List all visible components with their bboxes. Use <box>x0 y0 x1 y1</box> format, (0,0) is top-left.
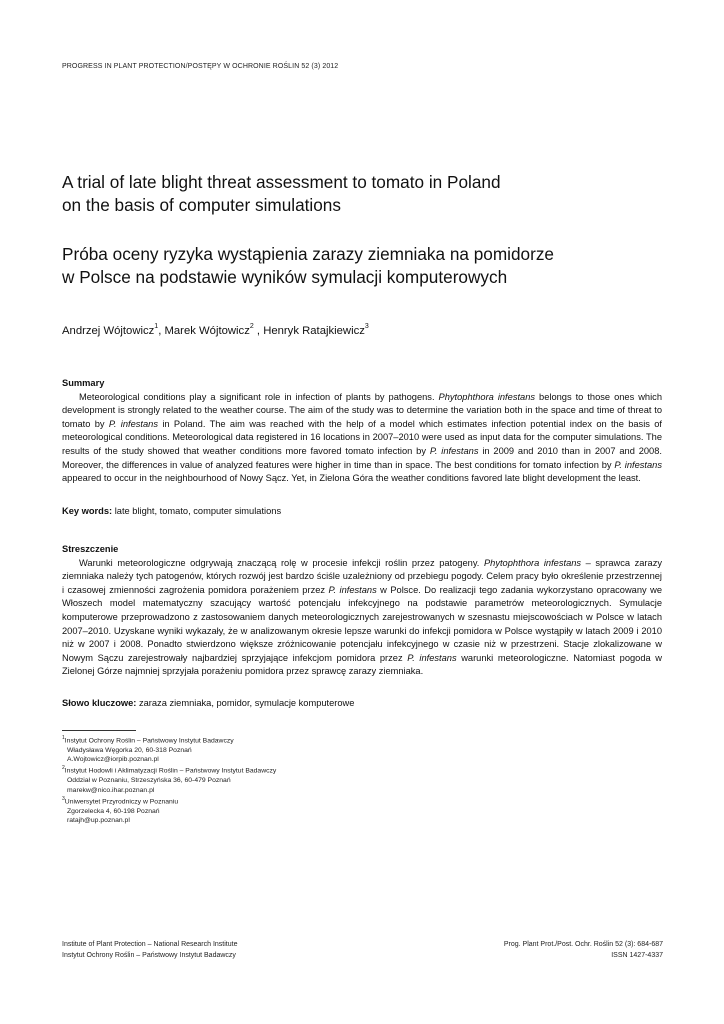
footnote-line: Władysława Węgorka 20, 60-318 Poznań <box>67 746 192 754</box>
footnote-line: Zgorzelecka 4, 60-198 Poznań <box>67 807 160 815</box>
footer-citation: Prog. Plant Prot./Post. Ochr. Roślin 52 (3): 684-687 <box>503 941 663 948</box>
streszczenie-heading: Streszczenie <box>62 544 119 554</box>
summary-paragraph <box>62 391 662 486</box>
summary-text: belongs to those ones which development is strongly related to the weather course. The aim of the study was to determine the variation both in the space and time of threat to tomato by <box>62 391 662 429</box>
footnote-text: Uniwersytet Przyrodniczy w Poznaniu <box>64 798 179 806</box>
summary-text: in Poland. The aim was reached with the help of a model which estimates infection potential index on the basis of meteorological conditions. Meteorological data registered in 16 locations in 2007–2010 were used as input data for the computer simulations. The results of the study showed that weather conditions more favored tomato infection by <box>62 418 662 456</box>
footnote-line: Oddział w Poznaniu, Strzeszyńska 36, 60-479 Poznań <box>67 777 231 785</box>
species-name: P. infestans <box>614 459 663 470</box>
slowa-label: Słowo kluczowe: <box>62 698 137 708</box>
streszczenie-text: w Polsce. Do realizacji tego zadania wykorzystano opracowany we Włoszech model matematyczny szacujący wartość potencjału infekcyjnego na podstawie parametrów meteorologicznych. Symulacje komputerowe przeprowadzono z zastosowaniem danych meteorologicznych zarejestrowanych w szesnastu miejscowościach w Polsce w latach 2007–2010. Uzyskane wyniki wykazały, że w analizowanym okresie lepsze warunki do infekcji pomidora w Polsce wystąpiły w latach 2009 i 2010 niż w 2007 i 2008. Ponadto stwierdzono większe zróżnicowanie potencjału infekcyjnego w czasie niż w przestrzeni. Stacje zlokalizowane w Nowym Sączu zarejestrowały najbardziej sprzyjające infekcjom pomidora przez <box>62 584 662 663</box>
streszczenie-text: Warunki meteorologiczne odgrywają znaczącą rolę w procesie infekcji roślin przez patogeny. <box>79 557 484 568</box>
footnote-line <box>62 795 276 807</box>
streszczenie-text: – sprawca zarazy ziemniaka należy tych patogenów, których rozwój jest bardzo ściśle uzależniony od przebiegu pogody. Celem pracy było określenie przestrzennej i czasowej zmienności zagrożenia pomidora porażeniem przez <box>62 557 662 595</box>
footer-issn: ISSN 1427-4337 <box>611 952 663 959</box>
footnote-divider <box>62 730 136 731</box>
streszczenie-paragraph <box>62 557 662 679</box>
title-english-line-2: on the basis of computer simulations <box>62 195 341 215</box>
species-name: P. infestans <box>328 584 377 595</box>
summary-heading: Summary <box>62 378 105 388</box>
author-name: Marek Wójtowicz <box>164 324 250 337</box>
footer-institute-pl: Instytut Ochrony Roślin – Państwowy Instytut Badawczy <box>62 952 236 959</box>
footnote-line: marekw@nico.ihar.poznan.pl <box>67 786 155 794</box>
author-name: Andrzej Wójtowicz <box>62 324 155 337</box>
species-name: Phytophthora infestans <box>483 557 582 568</box>
author-affiliation-mark: 1 <box>154 323 159 330</box>
species-name: P. infestans <box>407 652 457 663</box>
footnote-line <box>62 764 276 776</box>
footnote-line: ratajh@up.poznan.pl <box>67 817 130 825</box>
footnote-number: 1 <box>62 735 65 741</box>
running-head: PROGRESS IN PLANT PROTECTION/POSTĘPY W OCHRONIE ROŚLIN 52 (3) 2012 <box>62 63 339 70</box>
footnote-number: 2 <box>62 765 65 772</box>
streszczenie-section <box>62 543 662 679</box>
footer-right <box>504 939 663 961</box>
footnote-line <box>62 734 276 746</box>
title-english <box>62 171 682 217</box>
author-affiliation-mark: 2 <box>249 323 254 330</box>
species-name: P. infestans <box>429 445 479 456</box>
species-name: Phytophthora infestans <box>438 391 536 402</box>
keywords-label: Key words: <box>62 506 113 516</box>
title-polish <box>62 243 682 289</box>
species-name: P. infestans <box>108 418 159 429</box>
author-list <box>62 324 369 337</box>
footnote-text: Instytut Hodowli i Aklimatyzacji Roślin – Państwowy Instytut Badawczy <box>64 767 277 775</box>
slowa-text: zaraza ziemniaka, pomidor, symulacje komputerowe <box>136 698 355 708</box>
streszczenie-text: warunki meteorologiczne. Natomiast pogoda w Zielonej Górze najmniej sprzyjała porażeniu pomidora przez sprawcę zarazy ziemniaka. <box>62 652 662 677</box>
title-polish-line-2: w Polsce na podstawie wyników symulacji komputerowych <box>62 267 508 287</box>
keywords <box>62 506 281 516</box>
footer-left <box>62 939 238 961</box>
title-english-line-1: A trial of late blight threat assessment to tomato in Poland <box>62 172 501 192</box>
summary-section <box>62 377 662 486</box>
author-affiliation-mark: 3 <box>364 323 369 330</box>
footnotes <box>62 734 276 825</box>
keywords-text: late blight, tomato, computer simulations <box>112 506 282 516</box>
slowa-kluczowe <box>62 698 354 708</box>
footnote-text: Instytut Ochrony Roślin – Państwowy Instytut Badawczy <box>64 737 234 745</box>
author-name: Henryk Ratajkiewicz <box>263 324 365 337</box>
footnote-line: A.Wojtowicz@iorpib.poznan.pl <box>67 756 159 764</box>
author-separator: , <box>253 324 264 337</box>
author-separator: , <box>158 324 165 337</box>
footer-institute-en: Institute of Plant Protection – National Research Institute <box>62 941 238 948</box>
summary-text: appeared to occur in the neighbourhood of Nowy Sącz. Yet, in Zielona Góra the weather conditions favored late blight development the least. <box>62 473 641 484</box>
title-polish-line-1: Próba oceny ryzyka wystąpienia zarazy ziemniaka na pomidorze <box>62 244 554 264</box>
summary-text: in 2009 and 2010 than in 2007 and 2008. Moreover, the differences in value of analyzed features were higher in time than in space. The best conditions for tomato infection by <box>62 445 662 470</box>
footnote-number: 3 <box>62 795 65 802</box>
summary-text: Meteorological conditions play a significant role in infection of plants by pathogens. <box>79 391 439 402</box>
